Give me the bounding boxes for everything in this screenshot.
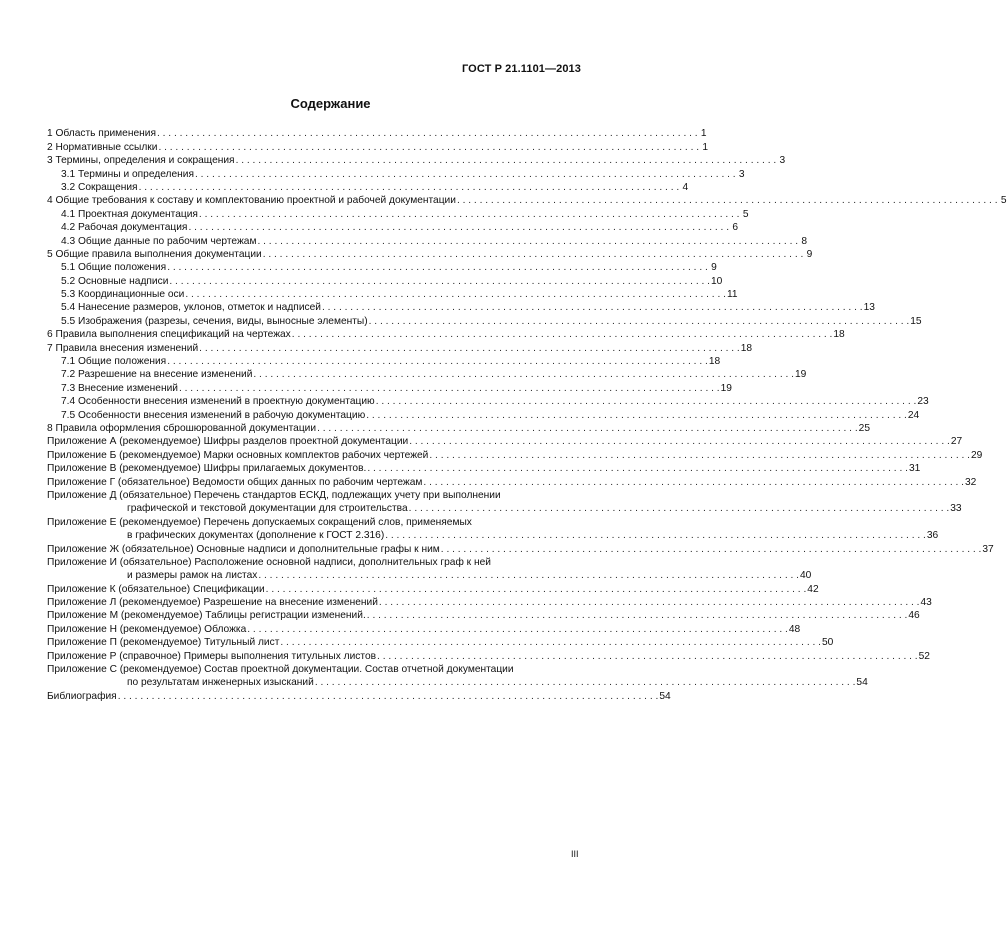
toc-entry[interactable] [47,556,583,569]
dot-leader [236,154,777,167]
dot-leader [179,382,720,395]
toc-page-number: 32 [965,476,977,488]
toc-page-number: 19 [720,382,732,394]
toc-entry-label: Приложение Д (обязательное) Перечень стандартов ЕСКД, подлежащих учету при выполнении [47,489,501,501]
toc-page-number: 29 [970,449,983,461]
toc-entry[interactable] [47,515,583,528]
toc-entry[interactable] [47,542,994,555]
toc-entry-label: 7.2 Разрешение на внесение изменений [61,369,253,381]
toc-entry[interactable] [47,596,932,609]
toc-page-number: 1 [702,141,709,153]
toc-page-number: 9 [711,262,717,274]
dot-leader [266,583,807,596]
toc-subentry[interactable] [47,207,749,220]
toc-entry-continuation[interactable] [47,676,868,689]
toc-entry-label: Библиография [47,690,117,702]
toc-page-number: 46 [908,610,920,622]
toc-subentry[interactable] [47,381,732,394]
dot-leader [167,355,708,368]
toc-page-number: 8 [801,235,808,247]
toc-page-number: 3 [779,155,786,167]
toc-page-number: 52 [918,650,930,662]
page-number: III [571,849,579,859]
toc-subentry[interactable] [47,395,929,408]
toc-entry-label: 5.5 Изображения (разрезы, сечения, виды, выносные элементы) [61,315,368,327]
dot-leader [409,435,950,448]
toc-page-number: 31 [908,463,921,475]
toc-entry-label: 7.4 Особенности внесения изменений в проектную документацию [61,396,375,408]
toc-entry[interactable] [47,636,834,649]
toc-entry-label: Приложение Л (рекомендуемое) Разрешение на внесение изменений [47,597,378,609]
dot-leader [118,690,659,703]
toc-subentry[interactable] [47,221,739,234]
toc-subentry[interactable] [47,288,738,301]
toc-page-number: 3 [738,168,745,180]
toc-entry-label: Приложение Р (справочное) Примеры выполнения титульных листов [47,650,377,662]
toc-page-number: 6 [732,222,739,234]
toc-entry[interactable] [47,609,920,622]
toc-entry[interactable] [47,328,845,341]
dot-leader [157,127,698,140]
toc-page-number: 11 [726,289,738,301]
toc-entry[interactable] [47,489,583,502]
toc-page-number: 5 [1000,195,1007,207]
toc-entry-label: Приложение С (рекомендуемое) Состав проектной документации. Состав отчетной документации [47,664,514,676]
toc-subentry[interactable] [47,355,721,368]
toc-entry-continuation[interactable] [47,529,939,542]
toc-page-number: 18 [740,342,753,354]
toc-entry-label: Приложение П (рекомендуемое) Титульный лист [47,637,280,649]
toc-subentry[interactable] [47,234,808,247]
dot-leader [409,502,950,515]
toc-subentry[interactable] [47,274,723,287]
toc-entry[interactable] [47,663,583,676]
dot-leader [429,449,970,462]
toc-page-number: 50 [821,637,834,649]
toc-page-number: 43 [920,597,932,609]
dot-leader [369,315,910,328]
toc-entry-label: 5.1 Общие положения [61,262,167,274]
toc-page-number: 15 [910,315,922,327]
toc-entry[interactable] [47,448,983,461]
dot-leader [280,636,821,649]
dot-leader [247,623,788,636]
toc-entry-label: Приложение Н (рекомендуемое) Обложка [47,623,247,635]
toc-page-number: 48 [788,623,801,635]
toc-entry-label: Приложение Ж (обязательное) Основные надписи и дополнительные графы к ним [47,543,440,555]
toc-page-number: 9 [806,248,813,260]
dot-leader [158,141,699,154]
toc-entry-label: Приложение И (обязательное) Расположение основной надписи, дополнительных граф к ней [47,556,491,568]
toc-subentry[interactable] [47,408,920,421]
document-code: ГОСТ Р 21.1101—2013 [461,63,581,75]
toc-page-number: 1 [700,128,707,140]
dot-leader [257,235,798,248]
toc-entry-label: 7.3 Внесение изменений [61,382,178,394]
dot-leader [379,596,920,609]
toc-page-number: 33 [950,503,962,515]
toc-page-number: 36 [926,530,939,542]
toc-page-number: 54 [856,677,868,689]
dot-leader [315,676,856,689]
dot-leader [139,181,680,194]
dot-leader [195,168,736,181]
toc-entry-label: 5.2 Основные надписи [61,275,169,287]
toc-subentry[interactable] [47,368,807,381]
toc-page-number: 5 [742,208,749,220]
toc-entry-label: 4 Общие требования к составу и комплектованию проектной и рабочей документации [47,195,456,207]
toc-entry-label: 7.1 Общие положения [61,356,167,368]
toc-page-number: 25 [858,422,871,434]
dot-leader [441,543,982,556]
toc-entry-label: 3.1 Термины и определения [61,168,194,180]
toc-entry-label: Приложение Г (обязательное) Ведомости общих данных по рабочим чертежам [47,476,423,488]
toc-subentry[interactable] [47,167,745,180]
dot-leader [292,328,833,341]
toc-entry-label: Приложение М (рекомендуемое) Таблицы регистрации изменений. [47,610,366,622]
toc-entry[interactable] [47,154,786,167]
toc-entry-label: 3.2 Сокращения [61,181,138,193]
toc-entry-label: 8 Правила оформления сброшюрованной документации [47,422,317,434]
dot-leader [385,529,926,542]
toc-entry[interactable] [47,475,977,488]
toc-subentry[interactable] [47,301,875,314]
toc-entry-label: графической и текстовой документации для строительства [127,503,408,515]
toc-page-number: 10 [711,275,723,287]
toc-page-number: 19 [795,369,807,381]
toc-entry[interactable] [47,435,963,448]
toc-entry-label: 4.1 Проектная документация [61,208,198,220]
dot-leader [376,395,917,408]
toc-entry[interactable] [47,140,709,153]
toc-entry-label: 2 Нормативные ссылки [47,141,158,153]
dot-leader [423,476,964,489]
toc-entry[interactable] [47,341,753,354]
toc-entry-label: 7.5 Особенности внесения изменений в рабочую документацию [61,409,366,421]
toc-page-number: 18 [833,329,845,341]
toc-entry-label: 6 Правила выполнения спецификаций на чертежах [47,329,291,341]
toc-entry[interactable] [47,194,1007,207]
toc-page-number: 13 [863,302,875,314]
toc-entry-label: Приложение Б (рекомендуемое) Марки основных комплектов рабочих чертежей [47,449,429,461]
toc-entry[interactable] [47,689,671,702]
dot-leader [367,462,908,475]
dot-leader [185,288,726,301]
toc-entry-label: 4.2 Рабочая документация [61,222,188,234]
toc-entry-label: по результатам инженерных изысканий [127,677,314,689]
toc-subentry[interactable] [47,181,689,194]
toc-entry-label: 3 Термины, определения и сокращения [47,155,235,167]
dot-leader [317,422,858,435]
dot-leader [263,248,804,261]
toc-page-number: 40 [799,570,812,582]
toc-entry[interactable] [47,422,871,435]
toc-entry[interactable] [47,462,921,475]
dot-leader [457,194,998,207]
dot-leader [366,409,907,422]
dot-leader [188,221,729,234]
toc-entry-continuation[interactable] [47,569,812,582]
dot-leader [169,275,710,288]
toc-entry[interactable] [47,622,801,635]
dot-leader [322,301,863,314]
toc-entry-label: 5.4 Нанесение размеров, уклонов, отметок и надписей [61,302,321,314]
toc-entry-label: 5 Общие правила выполнения документации [47,248,262,260]
dot-leader [367,609,908,622]
toc-page-number: 4 [682,181,689,193]
toc-subentry[interactable] [47,261,717,274]
toc-page-number: 23 [917,396,929,408]
toc-entry-label: Приложение К (обязательное) Спецификации [47,583,265,595]
toc-entry[interactable] [47,248,813,261]
toc-entry-label: 4.3 Общие данные по рабочим чертежам [61,235,257,247]
toc-entry-label: и размеры рамок на листах [127,570,258,582]
toc-subentry[interactable] [47,314,922,327]
toc-entry-label: Приложение Е (рекомендуемое) Перечень допускаемых сокращений слов, применяемых [47,516,472,528]
dot-leader [253,368,794,381]
toc-page-number: 54 [659,690,671,702]
dot-leader [377,650,918,663]
toc-page-number: 24 [907,409,920,421]
toc-entry[interactable] [47,582,819,595]
toc-entry[interactable] [47,649,930,662]
page-title: Содержание [290,96,371,111]
toc-entry[interactable] [47,127,707,140]
dot-leader [167,261,708,274]
toc-page-number: 27 [950,436,963,448]
toc-entry-label: в графических документах (дополнение к ГОСТ 2.316) [127,530,385,542]
dot-leader [258,569,799,582]
toc-page-number: 37 [982,543,994,555]
toc-entry-continuation[interactable] [47,502,962,515]
toc-page-number: 42 [807,583,819,595]
toc-entry-label: 7 Правила внесения изменений [47,342,199,354]
table-of-contents [47,127,1007,703]
dot-leader [199,208,740,221]
toc-entry-label: 1 Область применения [47,128,156,140]
dot-leader [199,342,740,355]
toc-page-number: 18 [708,356,721,368]
toc-entry-label: Приложение В (рекомендуемое) Шифры прилагаемых документов. [47,463,367,475]
toc-entry-label: 5.3 Координационные оси [61,289,185,301]
toc-entry-label: Приложение А (рекомендуемое) Шифры разделов проектной документации [47,436,409,448]
